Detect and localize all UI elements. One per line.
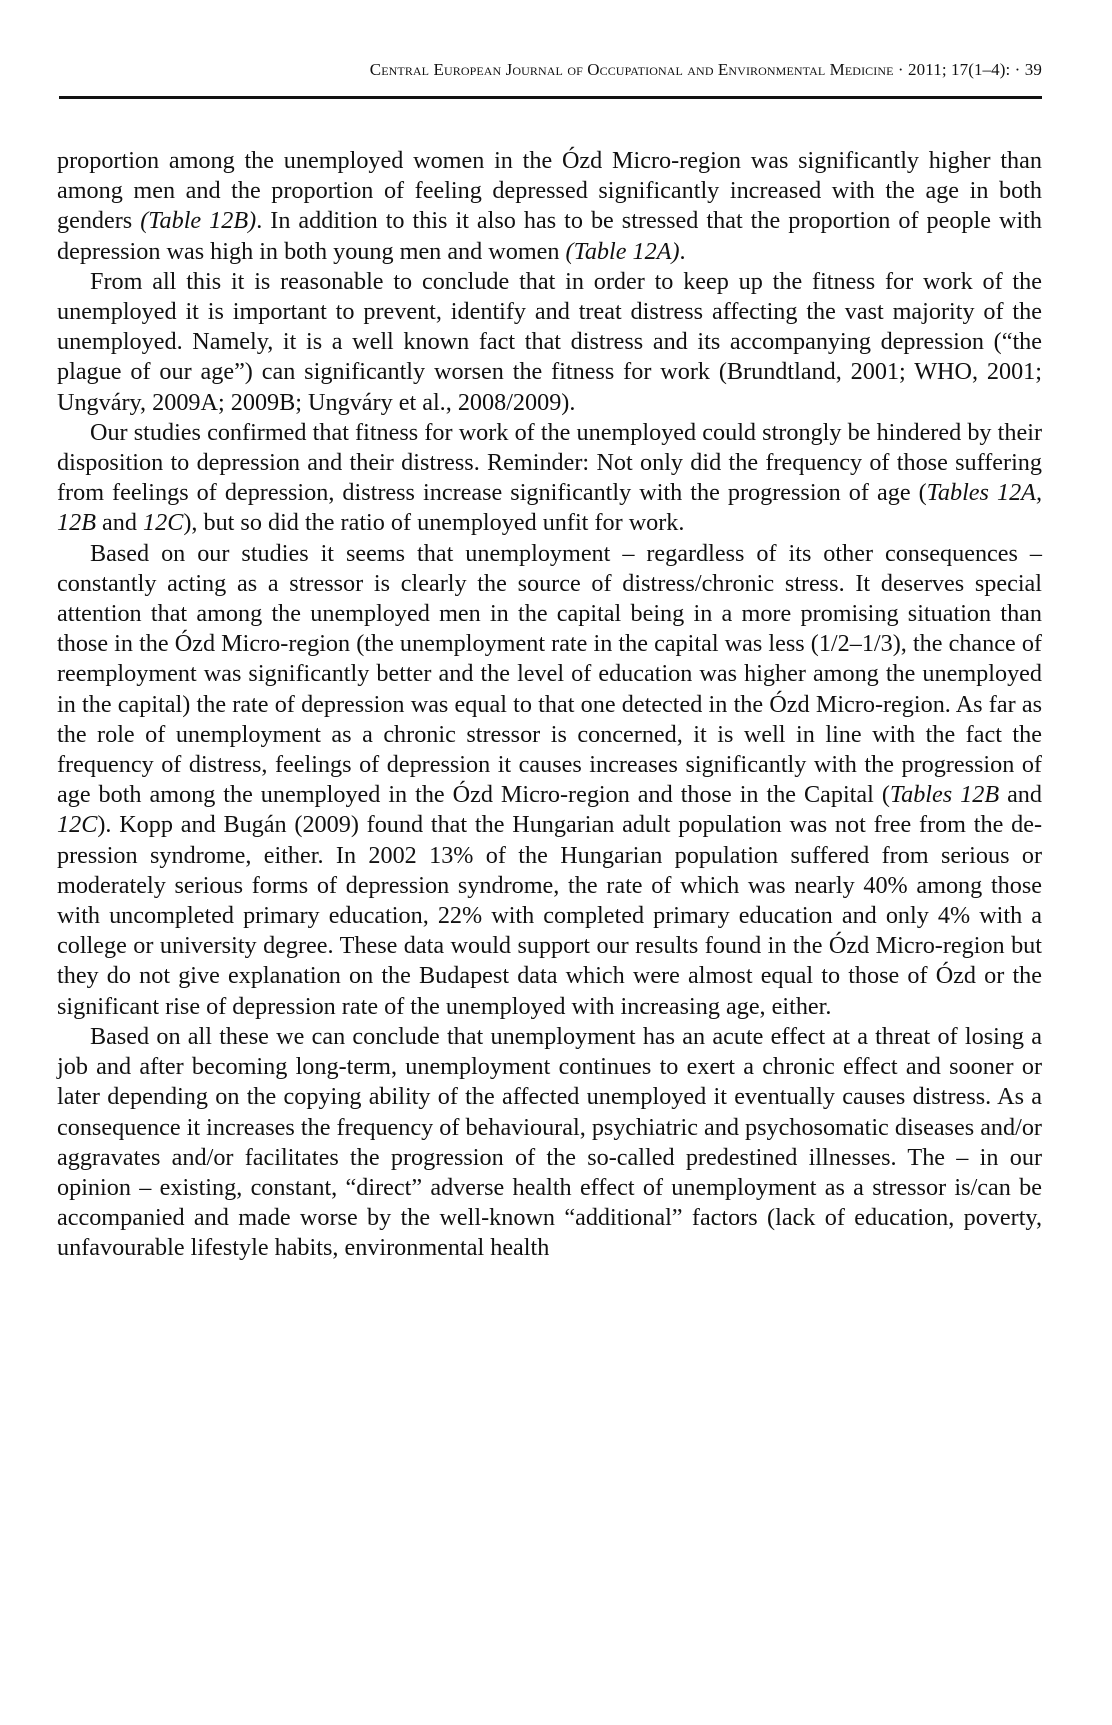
header-rule <box>59 96 1042 99</box>
paragraph-2 <box>57 267 1042 418</box>
text-segment: . In addition to this it also has to be stressed that the proportion of people with depression was high in both young men and women <box>57 207 1042 265</box>
text-segment: ). Kopp and Bugán (2009) found that the Hungarian adult population was not free from the depression syndrome, either. In 2002 13% of the Hungarian population suffered from serious or moderately serious forms of depression syndrome, the rate of which was nearly 40% among those with uncompleted primary education, 22% with completed primary education and only 4% with a college or university degree. These data would support our results found in the Ózd Micro-region but they do not give explanation on the Budapest data which were almost equal to those of Ózd or the significant rise of depression rate of the unemployed with increasing age, either. <box>57 811 1042 1020</box>
table-ref: Tables 12A, 12B <box>57 479 1042 537</box>
text-segment: Our studies confirmed that fitness for work of the unemployed could strongly be hindered by their disposition to depression and their distress. Reminder: Not only did the frequency of those suffering from feelings of depression, distress increase significantly with the progression of age ( <box>57 418 1042 507</box>
paragraph-5 <box>57 1022 1042 1264</box>
text-segment: Based on all these we can conclude that unemployment has an acute effect at a threat of losing a job and after becoming long-term, unemployment continues to exert a chronic effect and sooner or later depending on the copying ability of the affected unemployed it eventually causes distress. As a consequence it increases the frequency of behavioural, psychiatric and psychosomatic diseases and/or aggravates and/or facilitates the progression of the so-called predestined illnesses. The – in our opinion – existing, constant, “direct” adverse health effect of unemployment as a stressor is/can be accompanied and made worse by the well-known “additional” factors (lack of education, poverty, unfavourable lifestyle habits, environmental health <box>57 1022 1042 1262</box>
text-segment: . <box>679 237 686 265</box>
citation-page: 2011; 17(1–4): · 39 <box>908 60 1042 79</box>
text-segment: and <box>95 509 143 537</box>
table-ref: (Table 12A) <box>565 237 680 265</box>
text-segment: ), but so did the ratio of unemployed unfit for work. <box>183 509 685 537</box>
table-ref: Tables 12B <box>889 781 1000 809</box>
paragraph-4 <box>57 539 1042 1022</box>
body-text <box>57 146 1042 1264</box>
table-ref: (Table 12B) <box>140 207 257 235</box>
header-separator: · <box>893 60 909 79</box>
journal-title: Central European Journal of Occupational and Environmental Medicine <box>369 60 894 79</box>
text-segment: Based on our studies it seems that unemployment – regardless of its other consequences – constantly acting as a stressor is clearly the source of distress/chronic stress. It deserves special attention that among the unemployed men in the capital being in a more promising situation than those in the Ózd Micro-region (the unemployment rate in the capital was less (1/2–1/3), the chance of reemployment was significantly better and the level of education was higher among the unemployed in the capital) the rate of depression was equal to that one detected in the Ózd Micro-region. As far as the role of unemployment as a chronic stressor is concerned, it is well in line with the fact the frequency of distress, feelings of depression it causes increases significantly with the progression of age both among the unemployed in the Ózd Micro-region and those in the Capital ( <box>57 539 1042 809</box>
table-ref: 12C <box>57 811 98 839</box>
paragraph-3 <box>57 418 1042 539</box>
text-segment: proportion among the unemployed women in the Ózd Micro-region was significantly higher than among men and the proportion of feeling depressed significantly increased with the age in both genders <box>57 147 1042 235</box>
table-ref: 12C <box>143 509 184 537</box>
paragraph-1 <box>57 146 1042 267</box>
text-segment: and <box>999 781 1042 809</box>
text-segment: From all this it is reasonable to conclude that in order to keep up the fitness for work of the unemployed it is important to prevent, identify and treat distress affecting the vast majority of the unemployed. Namely, it is a well known fact that distress and its accompanying depression (“the plague of our age”) can significantly worsen the fitness for work (Brundtland, 2001; WHO, 2001; Ungváry, 2009A; 2009B; Ungváry et al., 2008/2009). <box>57 267 1042 416</box>
running-head <box>57 60 1042 80</box>
